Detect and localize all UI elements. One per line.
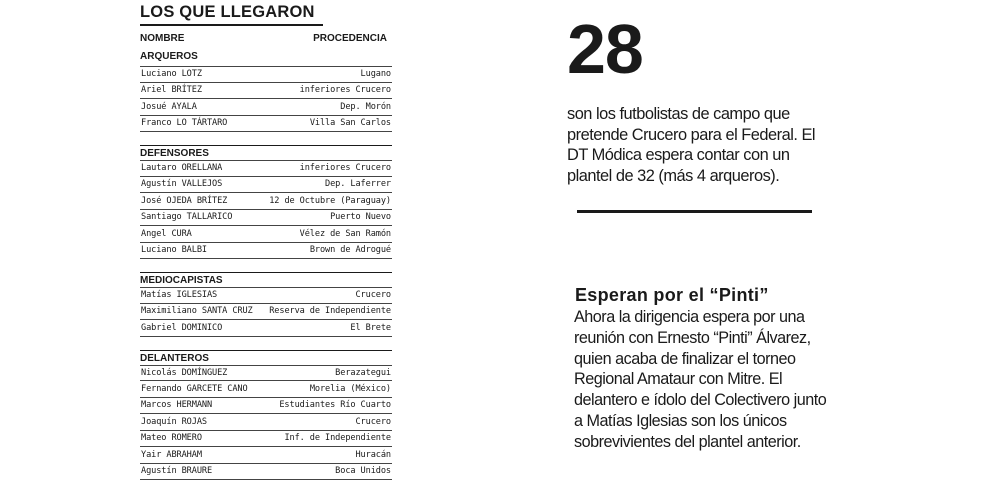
table-row [140,447,392,464]
player-origin: Huracán [355,449,391,460]
player-origin: inferiores Crucero [299,85,391,96]
table-row [140,226,392,243]
title-rule [140,24,323,26]
player-name: Yair ABRAHAM [141,449,202,460]
player-name: Gabriel DOMINICO [141,322,223,333]
player-origin: Puerto Nuevo [330,212,391,223]
section-title: ARQUEROS [140,51,198,62]
player-name: Luciano BALBI [141,245,207,256]
section-title: DEFENSORES [140,145,392,160]
player-origin: Estudiantes Río Cuarto [279,400,391,411]
player-name: Santiago TALLARICO [141,212,233,223]
section-title: DELANTEROS [140,350,392,365]
player-origin: Crucero [355,290,391,301]
player-name: Ariel BRÍTEZ [141,85,202,96]
player-name: Matías IGLESIAS [141,290,218,301]
table-row [140,160,392,177]
stat-number: 28 [567,10,643,88]
section-0 [140,51,392,132]
section-title: MEDIOCAPISTAS [140,272,392,287]
table-sections [140,51,392,480]
player-name: Luciano LOTZ [141,69,202,80]
table-row [140,243,392,260]
player-origin: Dep. Morón [340,101,391,112]
player-origin: Inf. de Independiente [284,433,391,444]
player-name: Mateo ROMERO [141,433,202,444]
player-name: Joaquín ROJAS [141,416,207,427]
player-name: Agustín VALLEJOS [141,179,223,190]
player-name: Agustín BRAURE [141,466,213,477]
table-row [140,66,392,83]
stat-divider [577,210,812,213]
player-origin: Villa San Carlos [309,118,391,129]
section-1 [140,145,392,259]
player-origin: Dep. Laferrer [325,179,391,190]
player-origin: Berazategui [335,367,391,378]
player-origin: Brown de Adrogué [309,245,391,256]
sidebar-body: Ahora la dirigencia espera por una reunión con Ernesto “Pinti” Álvarez, quien acaba de finalizar el torneo Regional Amataur con Mitre. El delantero e ídolo del Colectivero junto a Matías Iglesias son los únicos sobrevivientes del plantel anterior. [574,308,827,451]
section-3 [140,350,392,481]
table-row [140,320,392,337]
player-name: Angel CURA [141,228,192,239]
table-row [140,414,392,431]
table-row [140,464,392,481]
player-name: Lautaro ORELLANA [141,163,223,174]
header-origin: PROCEDENCIA [313,33,387,44]
stat-text: son los futbolistas de campo que pretende Crucero para el Federal. El DT Módica espera contar con un plantel de 32 (más 4 arqueros). [567,105,816,185]
table-row [140,193,392,210]
player-name: Josué AYALA [141,101,197,112]
player-origin: El Brete [350,322,391,333]
player-name: Marcos HERMANN [141,400,213,411]
sidebar-heading: Esperan por el “Pinti” [575,285,769,305]
player-name: Fernando GARCETE CANO [141,383,248,394]
player-name: Nicolás DOMÍNGUEZ [141,367,228,378]
table-row [140,116,392,133]
section-gap [140,132,392,145]
player-origin: Lugano [360,69,391,80]
arrivals-table [140,0,392,480]
section-2 [140,272,392,337]
section-gap [140,259,392,272]
player-origin: Crucero [355,416,391,427]
section-gap [140,337,392,350]
table-row [140,210,392,227]
player-origin: Boca Unidos [335,466,391,477]
player-origin: 12 de Octubre (Paraguay) [269,195,391,206]
header-name: NOMBRE [140,33,185,44]
player-origin: Morelia (México) [309,383,391,394]
table-row [140,381,392,398]
player-origin: inferiores Crucero [299,163,391,174]
table-row [140,83,392,100]
player-origin: Vélez de San Ramón [299,228,391,239]
column-headers [140,33,392,45]
table-row [140,398,392,415]
table-row [140,365,392,382]
table-row [140,99,392,116]
player-name: Franco LO TÁRTARO [141,118,228,129]
table-row [140,431,392,448]
table-row [140,304,392,321]
table-title: LOS QUE LLEGARON [140,3,315,21]
table-row [140,177,392,194]
player-name: José OJEDA BRÍTEZ [141,195,228,206]
player-name: Maximiliano SANTA CRUZ [141,306,253,317]
player-origin: Reserva de Independiente [269,306,391,317]
table-row [140,287,392,304]
